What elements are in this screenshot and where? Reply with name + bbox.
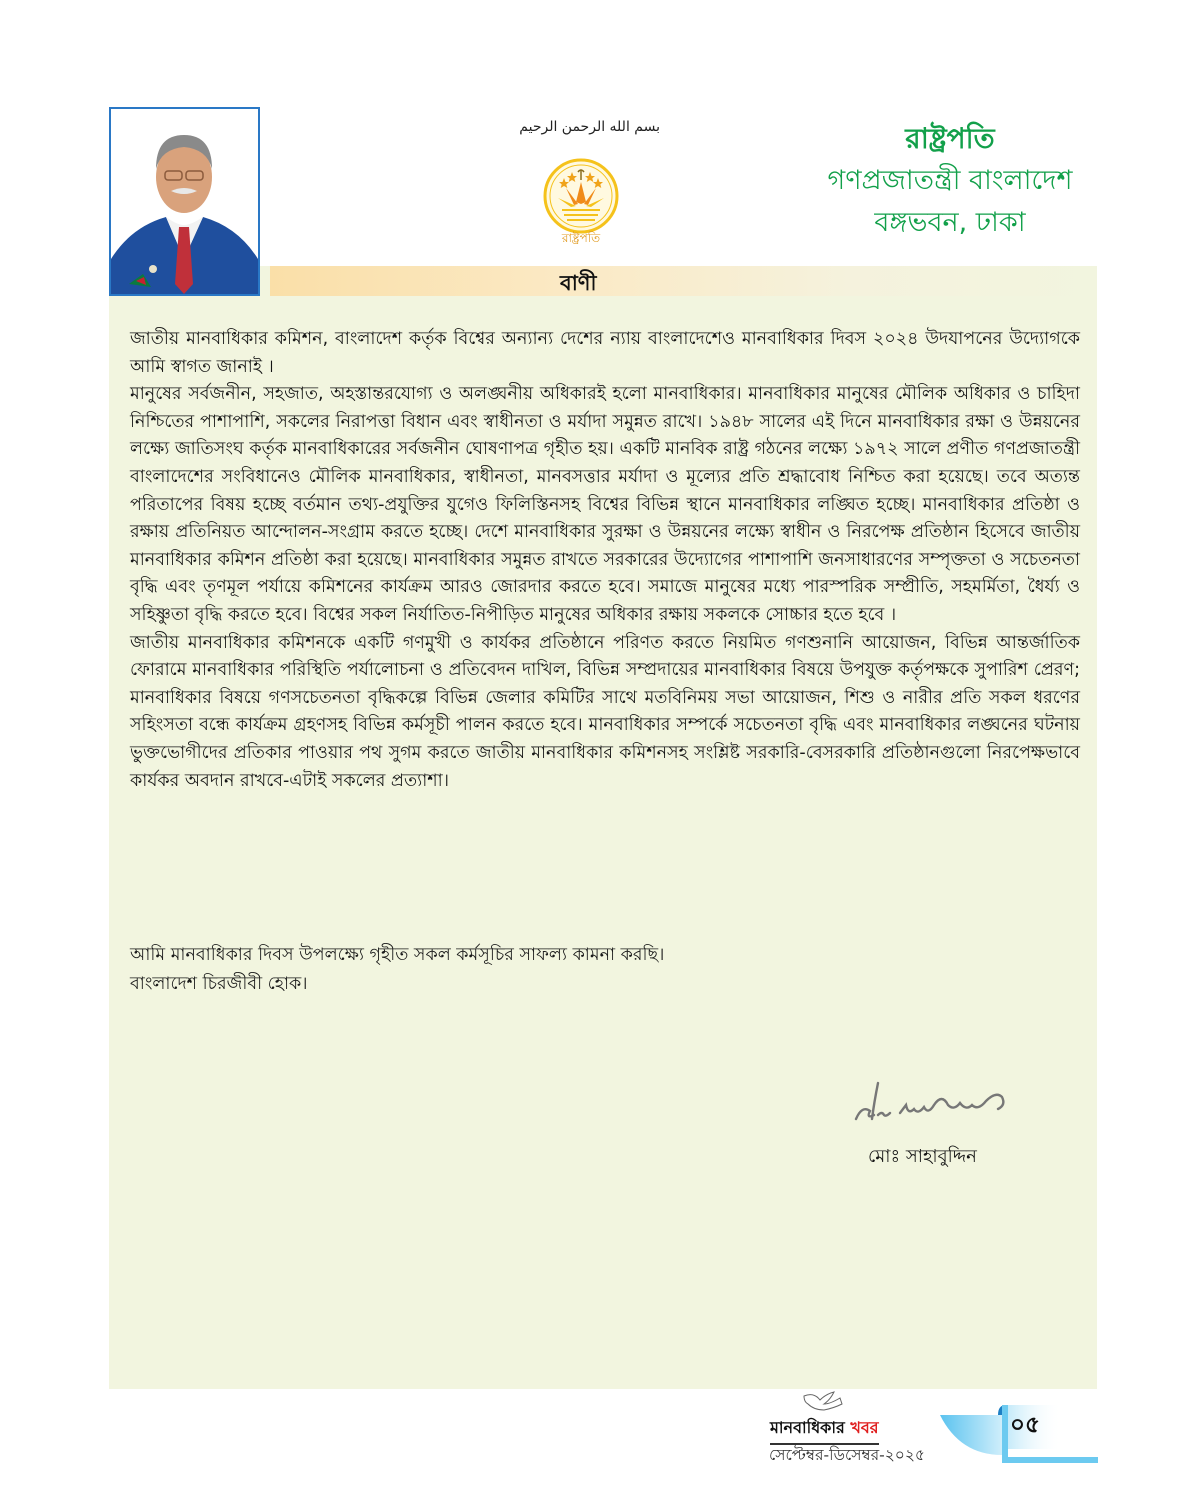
bismillah-calligraphy: بسم الله الرحمن الرحيم xyxy=(519,119,660,135)
message-paragraph: জাতীয় মানবাধিকার কমিশন, বাংলাদেশ কর্তৃক বিশ্বের অন্যান্য দেশের ন্যায় বাংলাদেশেও মানবাধিকার দিবস ২০২৪ উদযাপনের উদ্যোগকে আমি স্বাগত জানাই । xyxy=(130,329,1080,377)
signer-name: মোঃ সাহাবুদ্দিন xyxy=(868,1146,977,1167)
closing-remarks xyxy=(130,941,930,999)
closing-line: বাংলাদেশ চিরজীবী হোক। xyxy=(130,974,308,994)
message-paragraph: জাতীয় মানবাধিকার কমিশনকে একটি গণমুখী ও কার্যকর প্রতিষ্ঠানে পরিণত করতে নিয়মিত গণশুনানি আয়োজন, বিভিন্ন আন্তর্জাতিক ফোরামে মানবাধিকার পরিস্থিতি পর্যালোচনা ও প্রতিবেদন দাখিল, বিভিন্ন সম্প্রদায়ের মানবাধিকার বিষয়ে উপযুক্ত কর্তৃপক্ষকে সুপারিশ প্রেরণ; মানবাধিকার বিষয়ে গণসচেতনতা বৃদ্ধিকল্পে বিভিন্ন জেলার কমিটির সাথে মতবিনিময় সভা আয়োজন, শিশু ও নারীর প্রতি সকল ধরণের সহিংসতা বন্ধে কার্যক্রম গ্রহণসহ বিভিন্ন কর্মসূচী পালন করতে হবে। মানবাধিকার সম্পর্কে সচেতনতা বৃদ্ধি এবং মানবাধিকার লঙ্ঘনের ঘটনায় ভুক্তভোগীদের প্রতিকার পাওয়ার পথ সুগম করতে জাতীয় মানবাধিকার কমিশনসহ সংশ্লিষ্ট সরকারি-বেসরকারি প্রতিষ্ঠানগুলো নিরপেক্ষভাবে কার্যকর অবদান রাখবে-এটাই সকলের প্রত্যাশা। xyxy=(130,632,1080,791)
message-paragraph: মানুষের সর্বজনীন, সহজাত, অহস্তান্তরযোগ্য ও অলঙ্ঘনীয় অধিকারই হলো মানবাধিকার। মানবাধিকার মানুষের মৌলিক অধিকার ও চাহিদা নিশ্চিতের পাশাপাশি, সকলের নিরাপত্তা বিধান এবং স্বাধীনতা ও মর্যাদা সমুন্নত রাখে। ১৯৪৮ সালের এই দিনে মানবাধিকার রক্ষা ও উন্নয়নের লক্ষ্যে জাতিসংঘ কর্তৃক মানবাধিকারের সর্বজনীন ঘোষণাপত্র গৃহীত হয়। একটি মানবিক রাষ্ট্র গঠনের লক্ষ্যে ১৯৭২ সালে প্রণীত গণপ্রজাতন্ত্রী বাংলাদেশের সংবিধানেও মৌলিক মানবাধিকার, স্বাধীনতা, মানবসত্তার মর্যাদা ও মূল্যের প্রতি শ্রদ্ধাবোধ নিশ্চিত করা হয়েছে। তবে অত্যন্ত পরিতাপের বিষয় হচ্ছে বর্তমান তথ্য-প্রযুক্তির যুগেও ফিলিস্তিনসহ বিশ্বের বিভিন্ন স্থানে মানবাধিকার লঙ্ঘিত হচ্ছে। মানবাধিকার প্রতিষ্ঠা ও রক্ষায় প্রতিনিয়ত আন্দোলন-সংগ্রাম করতে হচ্ছে। দেশে মানবাধিকার সুরক্ষা ও উন্নয়নের লক্ষ্যে স্বাধীন ও নিরপেক্ষ প্রতিষ্ঠান হিসেবে জাতীয় মানবাধিকার কমিশন প্রতিষ্ঠা করা হয়েছে। মানবাধিকার সমুন্নত রাখতে সরকারের উদ্যোগের পাশাপাশি জনসাধারণের সম্পৃক্ততা ও সচেতনতা বৃদ্ধি এবং তৃণমূল পর্যায়ে কমিশনের কার্যক্রম আরও জোরদার করতে হবে। সমাজে মানুষের মধ্যে পারস্পরিক সম্প্রীতি, সহমর্মিতা, ধৈর্য্য ও সহিষ্ণুতা বৃদ্ধি করতে হবে। বিশ্বের সকল নির্যাতিত-নিপীড়িত মানুষের অধিকার রক্ষায় সকলকে সোচ্চার হতে হবে । xyxy=(130,384,1080,625)
closing-line: আমি মানবাধিকার দিবস উপলক্ষ্যে গৃহীত সকল কর্মসূচির সাফল্য কামনা করছি। xyxy=(130,945,665,965)
magazine-title-main: মানবাধিকার xyxy=(770,1418,851,1437)
page-number: ০৫ xyxy=(1010,1412,1040,1438)
office-location: বঙ্গভবন, ঢাকা xyxy=(874,207,1026,238)
section-title: বাণী xyxy=(560,271,597,295)
message-body xyxy=(130,326,1080,795)
office-country: গণপ্রজাতন্ত্রী বাংলাদেশ xyxy=(827,165,1073,196)
title-band xyxy=(270,266,1097,296)
magazine-title-accent: খবর xyxy=(850,1418,879,1437)
office-title: রাষ্ট্রপতি xyxy=(905,122,995,155)
issue-date: সেপ্টেম্বর-ডিসেম্বর-২০২৫ xyxy=(769,1446,925,1464)
signature-icon xyxy=(852,1075,1032,1125)
emblem-caption: রাষ্ট্রপতি xyxy=(561,231,601,245)
dove-icon xyxy=(800,1390,850,1414)
office-heading xyxy=(810,118,1090,244)
presidential-emblem xyxy=(538,158,624,250)
magazine-title xyxy=(770,1415,879,1445)
portrait-image xyxy=(111,109,258,294)
signature xyxy=(852,1075,1032,1125)
president-portrait xyxy=(109,107,260,296)
magazine-logo xyxy=(760,1390,930,1440)
